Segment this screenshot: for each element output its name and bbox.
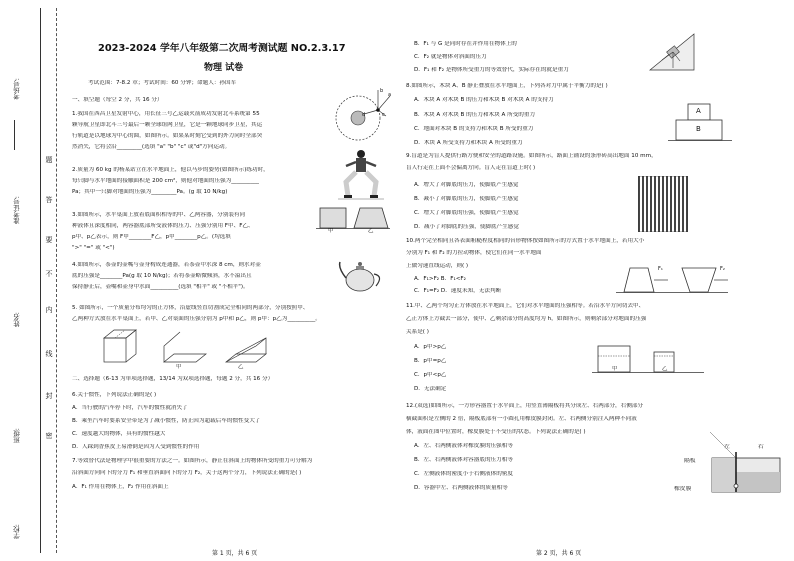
question-text: p甲、p乙表示，则 F甲________F乙，p甲________p乙。(均选填 bbox=[72, 234, 231, 240]
seal-char: 密 bbox=[45, 432, 53, 439]
class-label: 班级: bbox=[13, 428, 21, 444]
cube-label: 乙 bbox=[238, 364, 244, 370]
question-text: 体，液面在图中位置时，橡皮膜处于不受压的状态。下列说法正确的是( ) bbox=[406, 429, 586, 435]
question-text: 乙两种方式放在水平桌面上，若甲、乙对桌面的压强分别为 p甲和 p乙，则 p甲：p乙为__________。 bbox=[72, 316, 321, 322]
option-text: D．容器中左、右两侧液体的质量相等 bbox=[414, 485, 508, 491]
page-subtitle: 物理 试卷 bbox=[204, 63, 244, 73]
binding-line bbox=[40, 8, 41, 553]
option-text: B．木块 A 对木块 B 的压力和木块 A 所受的重力 bbox=[414, 112, 536, 118]
force-label: F₂ bbox=[720, 266, 725, 272]
option-text: D．人踩到香蕉皮上易滑倒是因为人受到惯性的作用 bbox=[72, 444, 200, 450]
page-2 bbox=[406, 0, 790, 561]
question-text: 底的压强是________Pa(g 取 10 N/kg)；若将茶壶略微倾斜，水不溢出且 bbox=[72, 273, 252, 279]
force-label: F₁ bbox=[658, 266, 663, 272]
question-text: ">" "=" 或 "<") bbox=[72, 245, 115, 251]
option-text: B．F₁ 与 G 是同时存在并作用在物体上的 bbox=[414, 41, 517, 47]
question-text: 保持静止后，壶嘴和壶身中水面__________(选填 "相平" 或 "不相平")。 bbox=[72, 284, 249, 290]
orbit-label: d bbox=[362, 112, 366, 118]
section-heading: 二、选择题（6-13 为单项选择题，13/14 为双项选择题，每题 2 分，共 16 分） bbox=[72, 376, 274, 382]
option-text: B．p甲=p乙 bbox=[414, 358, 447, 364]
block-label: B bbox=[696, 126, 701, 133]
option-text: C．增大了对脚底的压强，使脚底产生感觉 bbox=[414, 210, 519, 216]
page-title: 2023-2024 学年八年级第二次周考测试题 NO.2.3.17 bbox=[98, 43, 346, 54]
question-text: 7.等效替代法是物理学中很重要的方法之一。如图所示，静止在斜面上的物体所受的重力可分解为 bbox=[72, 458, 313, 464]
exam-number-blank bbox=[14, 120, 15, 150]
orbit-label: a bbox=[388, 92, 392, 98]
question-text: 关系是( ) bbox=[406, 329, 429, 335]
cube-label: 甲 bbox=[612, 366, 618, 372]
option-text: A．F₁ 作用在物体上，F₂ 作用在斜面上 bbox=[72, 484, 169, 490]
question-text: 沿斜面方向向下的分力 F₁ 和垂直斜面向下的分力 F₂，关于这两个分力，下列说法正确的是( ) bbox=[72, 470, 302, 476]
option-text: C．左侧液体的密度小于右侧液体的密度 bbox=[414, 471, 514, 477]
question-text: 11.甲、乙两个均匀正方体放在水平地面上，它们对水平地面的压强相等。若沿水平方向切去甲、 bbox=[406, 303, 645, 309]
container-label: 隔板 bbox=[684, 458, 696, 464]
section-heading: 一、填空题（每空 2 分，共 16 分） bbox=[72, 97, 163, 103]
cube-label: 乙 bbox=[662, 366, 668, 372]
question-text: 12.(双选)如图所示，一方形容器置于水平面上，用竖直薄隔板将其分成左、右两部分，右侧部分 bbox=[406, 403, 644, 409]
seal-char: 线 bbox=[45, 350, 53, 357]
school-label: 学校: bbox=[13, 524, 21, 540]
question-text: 9.盲道是为盲人提供行路方便和安全的道路设施。如图所示，路面上铺设的条形砖高出地面 10 mm， bbox=[406, 153, 657, 159]
question-text: 5. 如图所示，一个质量分布均匀的正方体，沿虚线竖直切割成完全相同的两部分，分别按照甲、 bbox=[72, 305, 309, 311]
option-text: A．左、右两侧液体对橡皮膜的压强相等 bbox=[414, 443, 513, 449]
trapezoid-objects-figure bbox=[616, 262, 728, 298]
question-text: Pa；其中一只脚对地面的压强为_________Pa。(g 取 10 N/kg) bbox=[72, 189, 228, 195]
option-text: D．无法确定 bbox=[414, 386, 447, 392]
orbit-label: b bbox=[380, 88, 384, 94]
option-text: C．速度越大的物体，具有的惯性越大 bbox=[72, 431, 166, 437]
stacked-blocks-figure bbox=[668, 100, 732, 146]
seal-char: 要 bbox=[45, 236, 53, 243]
option-text: C．p甲<p乙 bbox=[414, 372, 447, 378]
question-text: 然消失，它将会沿_________(选填 "a" "b" "c" 或"d"方向运动。 bbox=[72, 144, 231, 150]
membrane-container-figure bbox=[706, 424, 784, 496]
seal-line bbox=[56, 8, 57, 553]
question-text: 乙正方体上方截去一部分，使甲、乙剩余部分的高度均为 h，如图所示，则剩余部分对地面的压强 bbox=[406, 316, 647, 322]
seal-char: 封 bbox=[45, 392, 53, 399]
option-text: B．减小了对脚底的压力，使脚底产生感觉 bbox=[414, 196, 519, 202]
question-text: 行轨道是以地球为中心的圆，如图所示。如果某时刻它受到的外力同时全部突 bbox=[72, 133, 263, 139]
question-text: 10.两个完全相同且各表面粗糙程度相同的台形物体按如图所示的方式置于水平地面上，若用大小 bbox=[406, 238, 645, 244]
orbit-label: c bbox=[382, 112, 385, 118]
teapot-figure bbox=[338, 256, 384, 294]
option-text: B．乘坐汽车时要系安全带是为了减小惯性，防止因为超载后车的惯性变大了 bbox=[72, 418, 261, 424]
incline-figure bbox=[648, 30, 696, 76]
option-text: D．木块 A 所受支持力和木块 A 所受的重力 bbox=[414, 140, 523, 146]
option-text: A．当行驶的汽车停下时，汽车的惯性就消失了 bbox=[72, 405, 188, 411]
question-text: 颗导航卫星即北斗三号最后一颗全球组网卫星，它是一颗地球同步卫星，其运 bbox=[72, 122, 263, 128]
option-text: C．F₂ 就是物体对斜面的压力 bbox=[414, 54, 487, 60]
question-text: 3.如图所示，水平桌面上放着底面积相等的甲、乙两容器，分别装有同 bbox=[72, 212, 246, 218]
cube-label: 甲 bbox=[176, 364, 182, 370]
exam-number-label: 考场号: bbox=[13, 78, 21, 100]
container-label: 右 bbox=[758, 444, 764, 450]
container-label: 左 bbox=[724, 444, 730, 450]
question-text: 4.如图所示，茶壶的壶嘴与壶身构成连通器，若茶壶中水深 8 cm，则水对壶 bbox=[72, 262, 261, 268]
cubes-figure bbox=[96, 328, 276, 370]
container-label: 橡皮膜 bbox=[674, 486, 692, 492]
question-text: 1.我国在西昌卫星发射中心，用长征三号乙运载火箭成功发射北斗系统第 55 bbox=[72, 111, 260, 117]
seal-char: 内 bbox=[45, 306, 53, 313]
page-footer: 第 2 页，共 6 页 bbox=[536, 550, 582, 557]
ticket-label: 准考证号: bbox=[13, 196, 21, 225]
seal-char: 答 bbox=[45, 196, 53, 203]
question-text: 横截面积是左侧的 2 倍，隔板底部有一小圆孔用橡皮膜封闭。左、右两侧分别注入两种不同液 bbox=[406, 416, 637, 422]
question-text: 6.关于惯性，下列说法正确的是( ) bbox=[72, 392, 157, 398]
option-text: A．p甲>p乙 bbox=[414, 344, 447, 350]
name-label: 姓名: bbox=[13, 312, 21, 328]
question-text: 2.质量为 60 kg 的杨某站立在水平地面上，他以马步的姿势(如图所示)练功时， bbox=[72, 167, 269, 173]
page-footer: 第 1 页，共 6 页 bbox=[212, 550, 258, 557]
option-text: A．木块 A 对木块 B 的压力和木块 B 对木块 A 的支持力 bbox=[414, 97, 554, 103]
question-text: 每只脚与水平地面的接触面积是 200 cm²，则他对地面的压强为__________ bbox=[72, 178, 260, 184]
block-label: A bbox=[696, 108, 701, 115]
tactile-paving-figure bbox=[638, 176, 688, 232]
option-text: A．F₁>F₂ B．F₁<F₂ bbox=[414, 276, 466, 282]
question-text: 8.如图所示，木块 A、B 静止叠放在水平地面上，下列各对力中属于平衡力的是( ) bbox=[406, 83, 608, 89]
option-text: B．左、右两侧液体对容器底的压力相等 bbox=[414, 457, 513, 463]
container-label: 乙 bbox=[368, 228, 374, 234]
exam-info: 考试范围：7-8.2 章；考试时间：60 分钟；命题人：孙国军 bbox=[88, 80, 237, 86]
binding-strip bbox=[0, 0, 62, 561]
question-text: 种液体且深度相同，两容器底部所受液体的压力、压强分别用 F甲、F乙、 bbox=[72, 223, 254, 229]
question-text: 盲人行走在上面不会偏离方向。盲人走在盲道上时( ) bbox=[406, 165, 536, 171]
cut-cubes-figure bbox=[592, 340, 704, 376]
horse-stance-figure bbox=[338, 148, 384, 202]
question-text: 分别为 F₁ 和 F₂ 的力拉动物体，使它们在同一水平地面 bbox=[406, 250, 542, 256]
page-1 bbox=[72, 0, 390, 561]
seal-char: 题 bbox=[45, 156, 53, 163]
question-text: 上做匀速直线运动，则( ) bbox=[406, 263, 469, 269]
container-label: 甲 bbox=[328, 228, 334, 234]
option-text: C．地面对木块 B 的支持力和木块 B 所受的重力 bbox=[414, 126, 534, 132]
seal-char: 不 bbox=[45, 270, 53, 277]
option-text: D．F₁ 和 F₂ 是物体所受重力的等效替代，实际存在的就是重力 bbox=[414, 67, 569, 73]
option-text: D．减小了对脚底的压强，使脚底产生感觉 bbox=[414, 224, 519, 230]
option-text: C．F₁=F₂ D．速度未知，无法判断 bbox=[414, 288, 502, 294]
option-text: A．增大了对脚底的压力，使脚底产生感觉 bbox=[414, 182, 519, 188]
